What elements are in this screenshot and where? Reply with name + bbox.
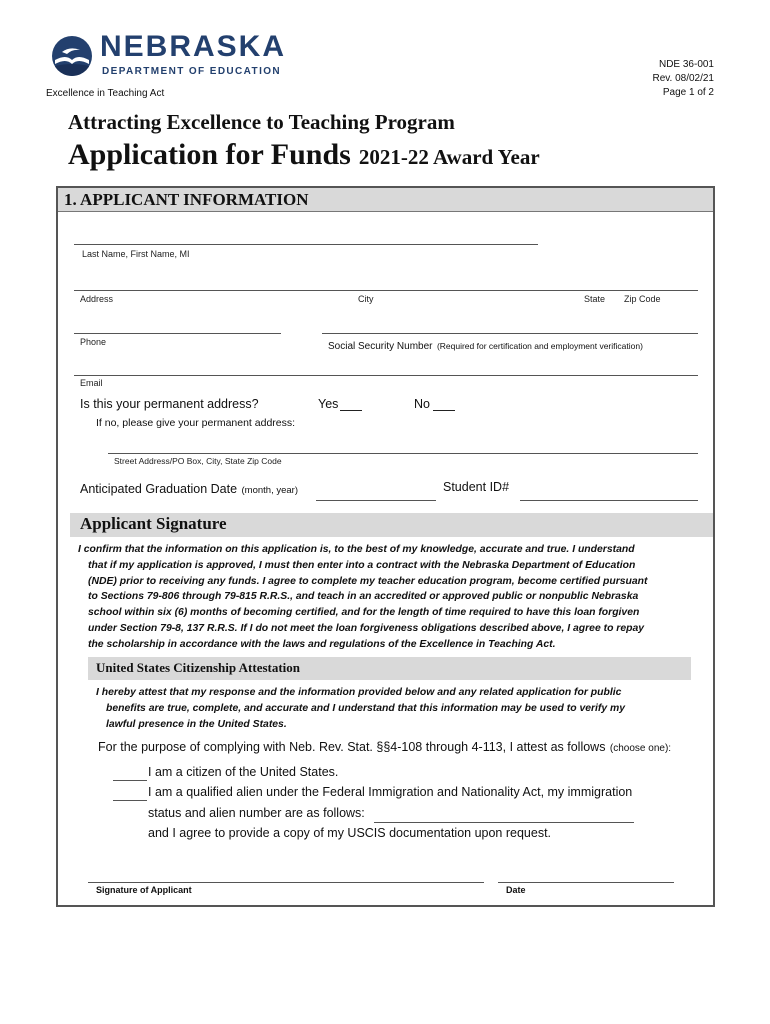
alien-status-label: status and alien number are as follows: <box>148 806 365 820</box>
address-label: Address <box>80 294 114 304</box>
attest-line: lawful presence in the United States. <box>106 719 287 730</box>
grad-date-field[interactable] <box>316 500 436 501</box>
purpose-text: For the purpose of complying with Neb. Rev. Stat. §§4-108 through 4-113, I attest as follows <box>98 740 606 754</box>
attest-paragraph <box>96 685 688 733</box>
alien-checkbox-blank[interactable] <box>113 800 147 801</box>
purpose-statement <box>98 738 671 756</box>
purpose-note: (choose one): <box>609 743 672 754</box>
confirm-line: that if my application is approved, I must then enter into a contract with the Nebraska Department of Education <box>88 559 636 571</box>
phone-label: Phone <box>80 337 107 347</box>
phone-field[interactable] <box>74 333 281 334</box>
no-label: No <box>414 397 430 411</box>
signature-field[interactable] <box>88 882 484 883</box>
grad-note: (month, year) <box>241 485 298 496</box>
alien-number-field[interactable] <box>374 822 634 823</box>
citizenship-title: United States Citizenship Attestation <box>96 660 301 675</box>
nebraska-logo-emblem <box>52 36 92 76</box>
city-label: City <box>358 294 374 304</box>
page-title <box>68 138 540 172</box>
yes-label: Yes <box>318 397 339 411</box>
ssn-label: Social Security Number <box>328 341 433 352</box>
option-citizen: I am a citizen of the United States. <box>148 765 339 779</box>
name-field[interactable] <box>74 244 538 245</box>
confirm-paragraph <box>78 542 692 653</box>
program-subtitle: Attracting Excellence to Teaching Program <box>68 110 455 134</box>
form-revision: Rev. 08/02/21 <box>652 73 714 84</box>
email-label: Email <box>80 378 103 388</box>
date-label: Date <box>506 885 526 895</box>
logo-subtitle: DEPARTMENT OF EDUCATION <box>102 66 282 77</box>
form-number: NDE 36-001 <box>658 59 714 70</box>
logo-title: NEBRASKA <box>100 30 287 63</box>
attest-line: benefits are true, complete, and accurate and I understand that this information may be used to verify my <box>106 703 626 714</box>
if-no-text: If no, please give your permanent address: <box>96 417 296 429</box>
book-and-bird-icon <box>52 36 92 76</box>
no-blank[interactable] <box>433 410 455 411</box>
student-id-label: Student ID# <box>443 480 510 494</box>
citizen-checkbox-blank[interactable] <box>113 780 147 781</box>
grad-label: Anticipated Graduation Date <box>80 482 238 496</box>
act-name: Excellence in Teaching Act <box>46 88 165 99</box>
ssn-field[interactable] <box>322 333 698 334</box>
permanent-address-question: Is this your permanent address? <box>80 397 259 411</box>
alien-copy-text: and I agree to provide a copy of my USCIS documentation upon request. <box>148 826 552 840</box>
name-label: Last Name, First Name, MI <box>82 249 190 259</box>
address-field[interactable] <box>74 290 698 291</box>
date-field[interactable] <box>498 882 674 883</box>
grad-label-group <box>80 480 298 498</box>
street-label: Street Address/PO Box, City, State Zip Code <box>114 456 282 466</box>
section-title-applicant-info: 1. APPLICANT INFORMATION <box>64 190 309 209</box>
award-year: 2021-22 Award Year <box>358 145 540 169</box>
option-alien: I am a qualified alien under the Federal Immigration and Nationality Act, my immigration <box>148 785 633 799</box>
form-meta <box>652 58 714 100</box>
title-main: Application for Funds <box>68 138 351 171</box>
confirm-line: school within six (6) months of becoming certified, and for the length of time required to have this loan forgiven <box>88 607 640 619</box>
permanent-address-field[interactable] <box>108 453 698 454</box>
confirm-line: the scholarship in accordance with the laws and regulations of the Excellence in Teaching Act. <box>88 638 556 650</box>
ssn-label-group <box>328 336 643 354</box>
state-label: State <box>584 294 606 304</box>
attest-line: I hereby attest that my response and the information provided below and any related application for public <box>96 687 622 698</box>
signature-section-title: Applicant Signature <box>80 514 227 533</box>
zip-label: Zip Code <box>624 294 661 304</box>
confirm-line: to Sections 79-806 through 79-815 R.R.S., and teach in an accredited or approved public or nonpublic Nebraska <box>88 591 639 603</box>
confirm-line: (NDE) prior to receiving any funds. I agree to complete my teacher education program, become certified pursuant <box>88 575 648 587</box>
student-id-field[interactable] <box>520 500 698 501</box>
page-number: Page 1 of 2 <box>662 87 714 98</box>
email-field[interactable] <box>74 375 698 376</box>
ssn-note: (Required for certification and employment verification) <box>436 341 643 351</box>
yes-blank[interactable] <box>340 410 362 411</box>
confirm-line: I confirm that the information on this application is, to the best of my knowledge, accurate and true. I understand <box>78 544 635 555</box>
signature-label: Signature of Applicant <box>96 885 192 895</box>
confirm-line: under Section 79-8, 137 R.R.S. If I do not meet the loan forgiveness obligations described above, I agree to repay <box>88 622 645 634</box>
